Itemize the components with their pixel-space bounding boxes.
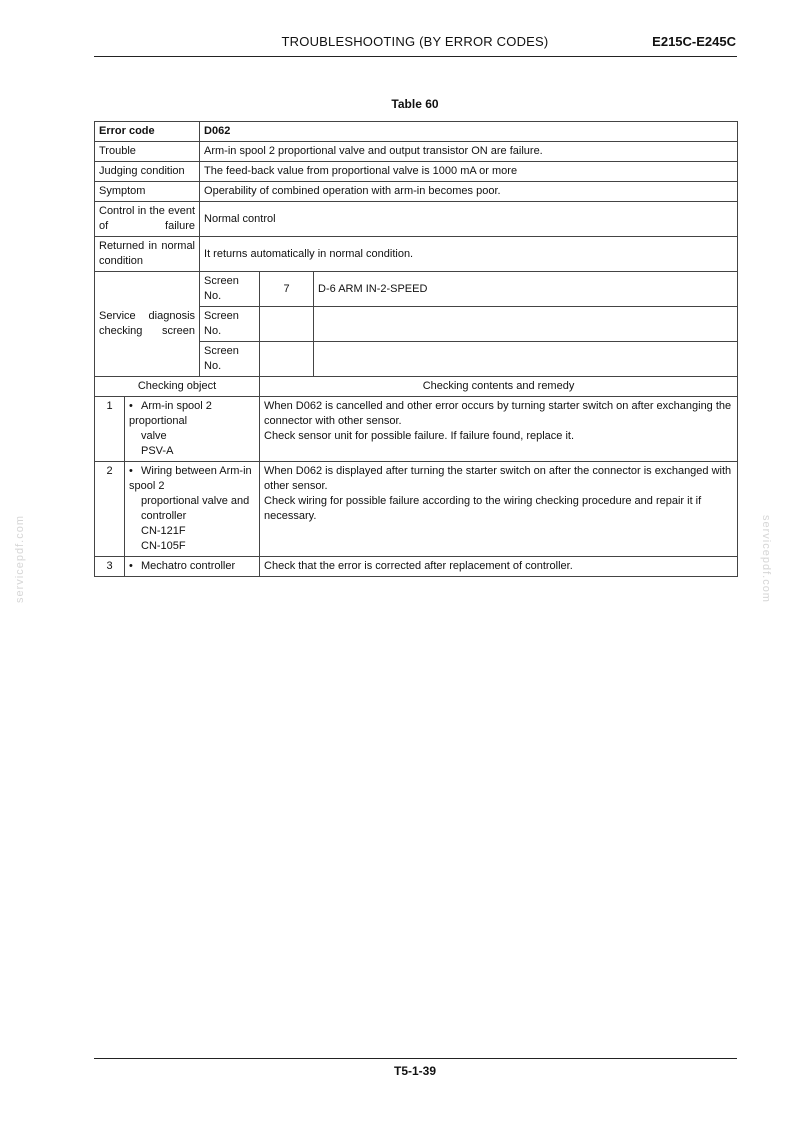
screen-no-label: Screen No. <box>200 342 260 377</box>
footer-rule <box>94 1058 737 1059</box>
remedy-line: Check wiring for possible failure according to the wiring checking procedure and repair it if necessary. <box>264 495 702 522</box>
screen-number <box>260 307 314 342</box>
screen-number: 7 <box>260 272 314 307</box>
symptom-value: Operability of combined operation with arm-in becomes poor. <box>200 182 738 202</box>
check-object-line: CN-121F <box>141 525 186 537</box>
check-object <box>125 557 260 577</box>
trouble-label: Trouble <box>95 142 200 162</box>
returned-label: Returned in normal condition <box>95 237 200 272</box>
row-symptom <box>95 182 738 202</box>
service-label: Service diagnosis checking screen <box>95 272 200 377</box>
bullet-icon: • <box>129 560 133 572</box>
remedy-line: When D062 is displayed after turning the starter switch on after the connector is exchanged with other sensor. <box>264 465 732 492</box>
check-object <box>125 462 260 557</box>
row-trouble <box>95 142 738 162</box>
trouble-value: Arm-in spool 2 proportional valve and output transistor ON are failure. <box>200 142 738 162</box>
checking-remedy-header: Checking contents and remedy <box>260 377 738 397</box>
check-remedy <box>260 557 738 577</box>
symptom-label: Symptom <box>95 182 200 202</box>
row-service-screen-1 <box>95 272 738 307</box>
error-code-value: D062 <box>200 122 738 142</box>
row-returned <box>95 237 738 272</box>
returned-value: It returns automatically in normal condition. <box>200 237 738 272</box>
check-number: 2 <box>95 462 125 557</box>
remedy-line: Check sensor unit for possible failure. If failure found, replace it. <box>264 430 575 442</box>
row-judging-condition <box>95 162 738 182</box>
row-error-code <box>95 122 738 142</box>
check-object-line: • Wiring between Arm-in spool 2 <box>129 465 252 492</box>
check-object <box>125 397 260 462</box>
screen-number <box>260 342 314 377</box>
row-checking-header <box>95 377 738 397</box>
error-code-label: Error code <box>95 122 200 142</box>
check-object-line: valve <box>141 430 167 442</box>
judging-value: The feed-back value from proportional valve is 1000 mA or more <box>200 162 738 182</box>
checking-object-header: Checking object <box>95 377 260 397</box>
header-model: E215C-E245C <box>652 34 736 49</box>
check-object-line: CN-105F <box>141 540 186 552</box>
error-code-table <box>94 121 738 577</box>
control-value: Normal control <box>200 202 738 237</box>
check-remedy <box>260 397 738 462</box>
bullet-icon: • <box>129 465 133 477</box>
screen-name: D-6 ARM IN-2-SPEED <box>314 272 738 307</box>
control-label: Control in the event of failure <box>95 202 200 237</box>
check-object-line: • Mechatro controller <box>129 560 236 572</box>
check-object-line: • Arm-in spool 2 proportional <box>129 400 212 427</box>
row-control <box>95 202 738 237</box>
check-object-line: proportional valve and controller <box>141 495 250 522</box>
screen-name <box>314 307 738 342</box>
screen-no-label: Screen No. <box>200 272 260 307</box>
screen-name <box>314 342 738 377</box>
check-row-3 <box>95 557 738 577</box>
check-number: 3 <box>95 557 125 577</box>
check-number: 1 <box>95 397 125 462</box>
judging-label: Judging condition <box>95 162 200 182</box>
check-row-1 <box>95 397 738 462</box>
table-title: Table 60 <box>391 97 439 111</box>
watermark-left: servicepdf.com <box>14 515 26 603</box>
remedy-line: Check that the error is corrected after replacement of controller. <box>264 560 573 572</box>
remedy-line: When D062 is cancelled and other error occurs by turning starter switch on after exchanging the connector with other sensor. <box>264 400 732 427</box>
bullet-icon: • <box>129 400 133 412</box>
watermark-right: servicepdf.com <box>760 515 772 603</box>
check-object-line: PSV-A <box>141 445 174 457</box>
screen-no-label: Screen No. <box>200 307 260 342</box>
check-remedy <box>260 462 738 557</box>
header-title: TROUBLESHOOTING (BY ERROR CODES) <box>281 34 549 49</box>
check-row-2 <box>95 462 738 557</box>
header-rule <box>94 56 737 57</box>
page-number: T5-1-39 <box>393 1064 437 1078</box>
